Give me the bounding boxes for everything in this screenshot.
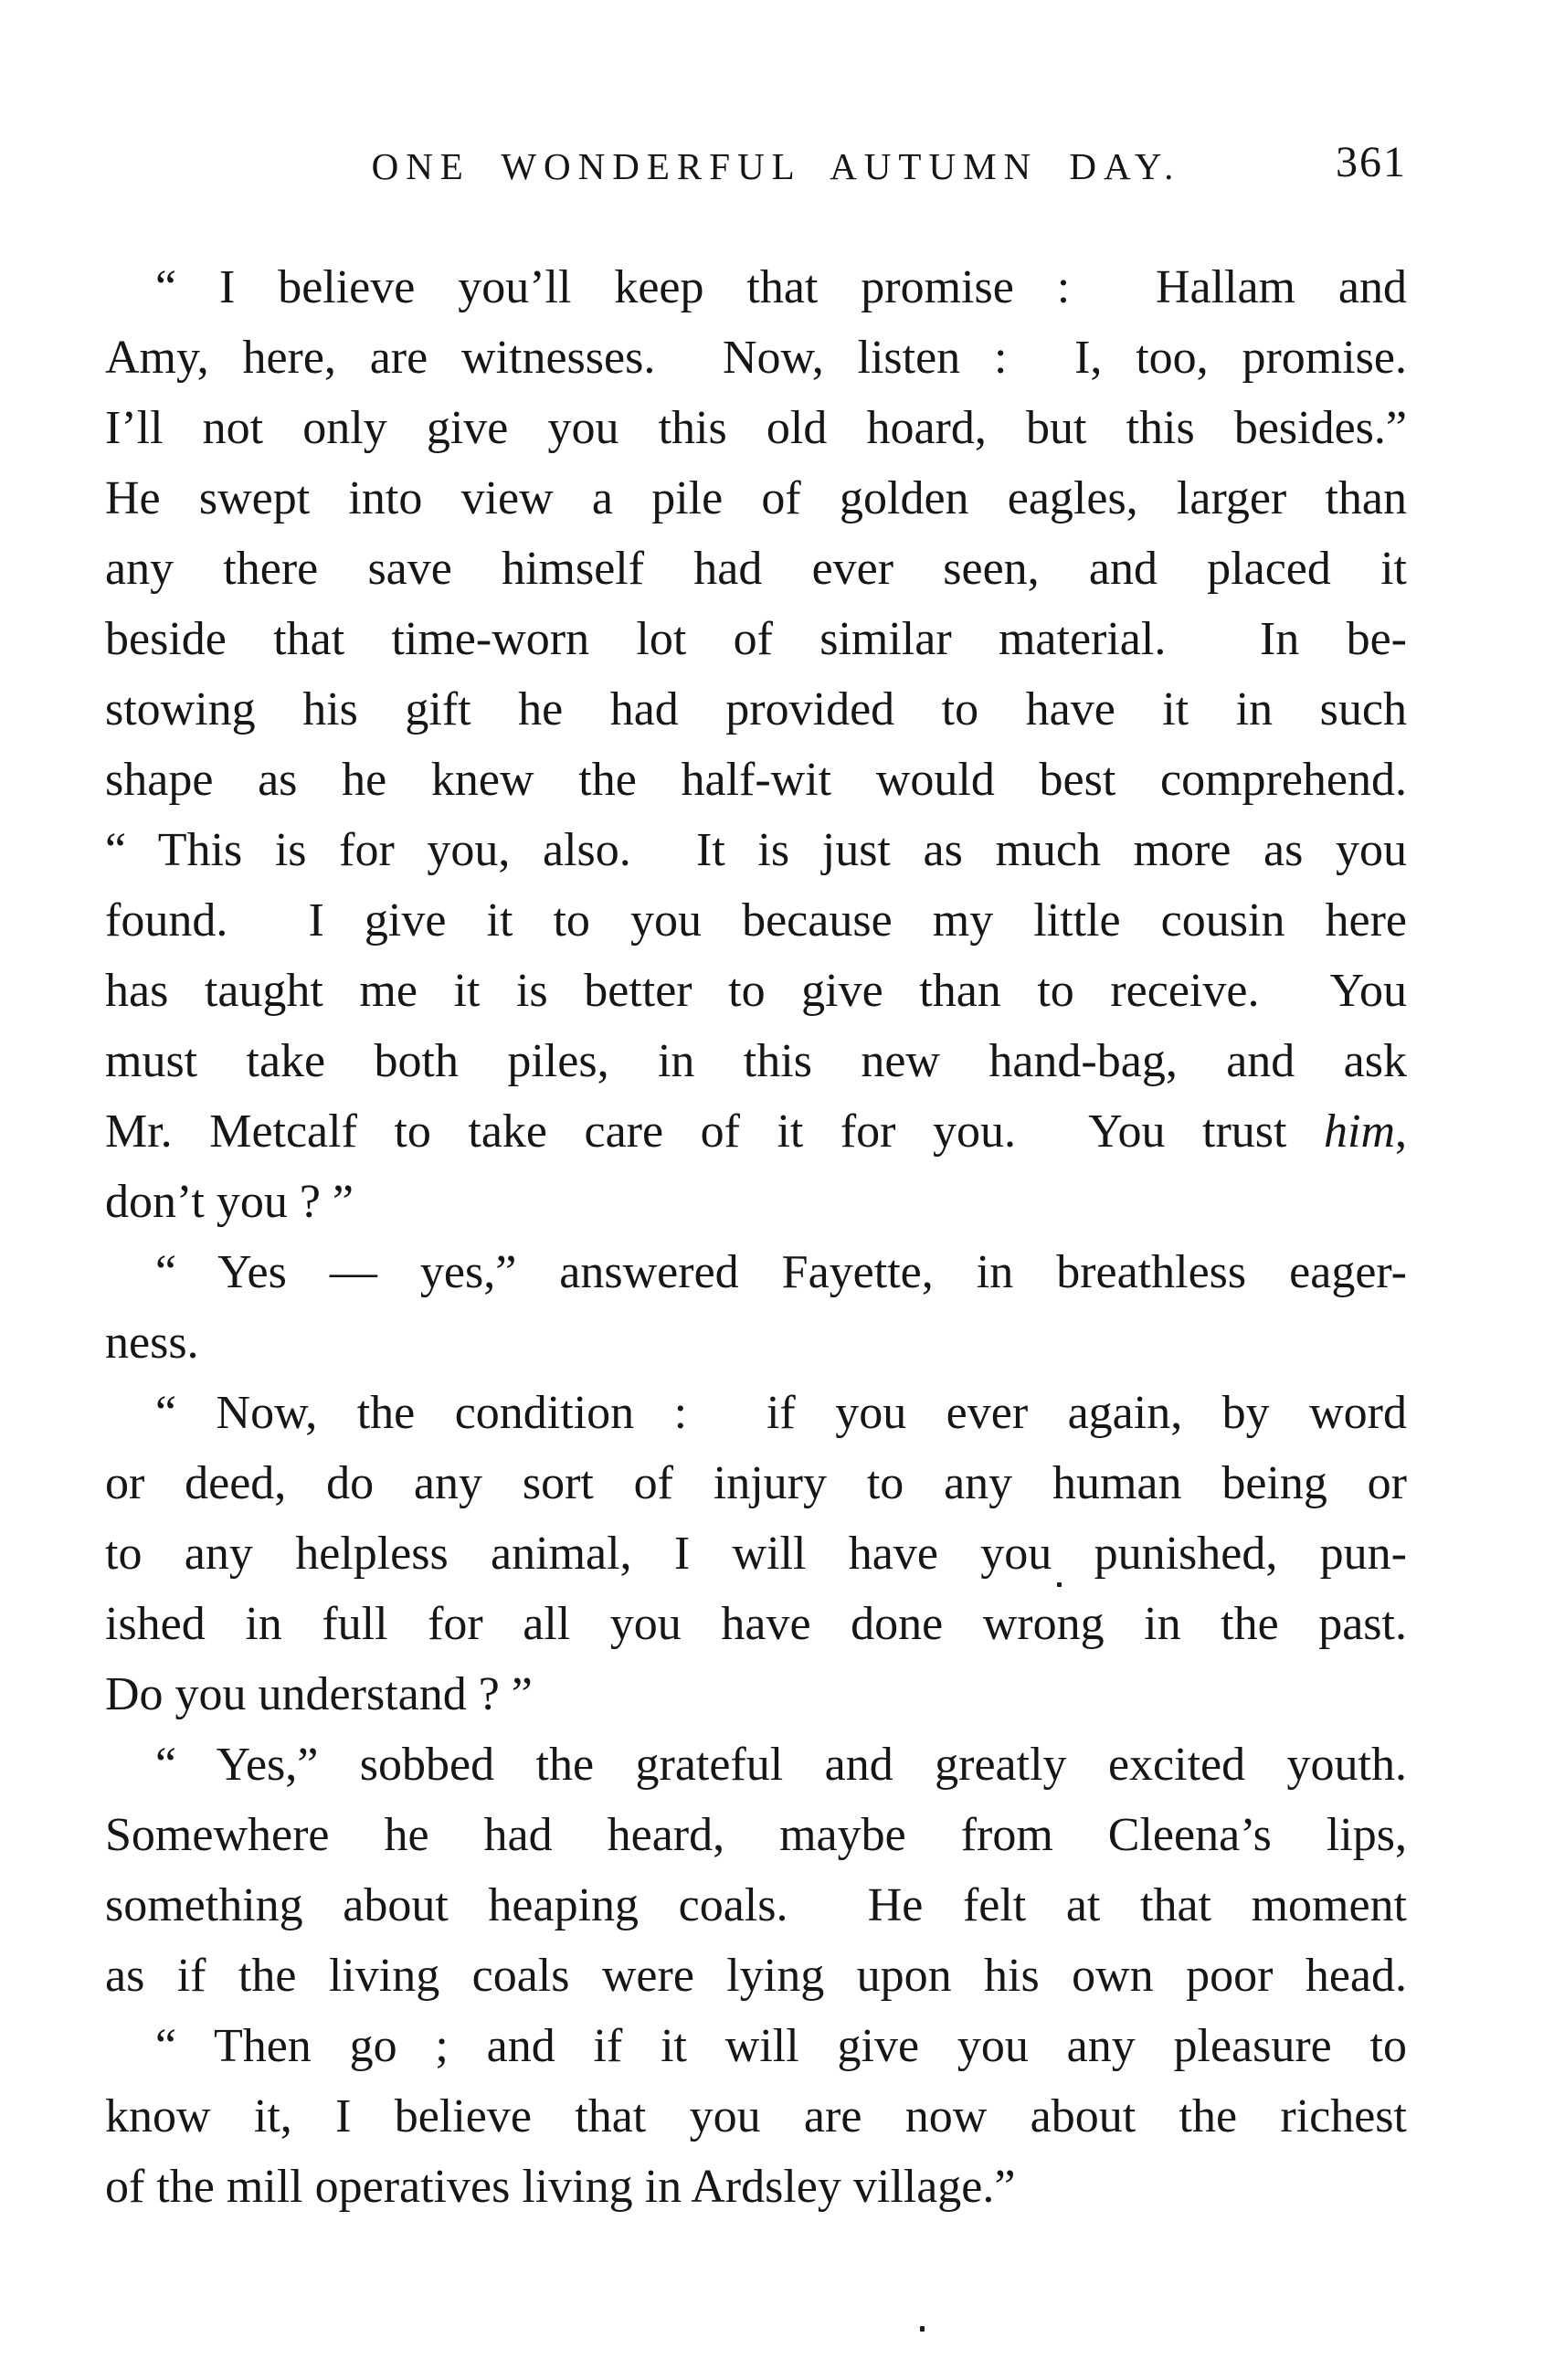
ink-speck xyxy=(920,2326,925,2332)
text-line: as if the living coals were lying upon his own poor head. xyxy=(105,1950,1407,2002)
text-line: ness. xyxy=(105,1317,199,1369)
text-line: something about heaping coals. He felt at that moment xyxy=(105,1879,1407,1931)
text-line: or deed, do any sort of injury to any human being or xyxy=(105,1457,1407,1509)
text-line: found. I give it to you because my little cousin here xyxy=(105,894,1407,947)
page-number: 361 xyxy=(1336,138,1407,186)
text-line: any there save himself had ever seen, and placed it xyxy=(105,543,1407,595)
text-line: must take both piles, in this new hand-bag, and ask xyxy=(105,1035,1407,1087)
text-line: shape as he knew the half-wit would best comprehend. xyxy=(105,754,1407,806)
text-line: to any helpless animal, I will have you punished, pun- xyxy=(105,1528,1407,1580)
text-line: know it, I believe that you are now about the richest xyxy=(105,2090,1407,2142)
text-line: “ Yes,” sobbed the grateful and greatly excited youth. xyxy=(155,1739,1407,1791)
text-segment: , xyxy=(1395,1105,1407,1158)
text-line: “ This is for you, also. It is just as much more as you xyxy=(105,824,1407,876)
running-header xyxy=(105,137,1407,194)
paragraph xyxy=(105,1729,1407,2011)
body-text xyxy=(105,252,1407,2222)
paragraph xyxy=(105,2011,1407,2222)
paragraph xyxy=(105,252,1407,1237)
text-line xyxy=(105,1096,1407,1167)
text-line: Amy, here, are witnesses. Now, listen : I, too, promise. xyxy=(105,332,1407,384)
text-line: I’ll not only give you this old hoard, but this besides.” xyxy=(105,402,1407,454)
text-line: beside that time-worn lot of similar material. In be- xyxy=(105,613,1407,665)
text-line: He swept into view a pile of golden eagles, larger than xyxy=(105,472,1407,524)
text-line: Do you understand ? ” xyxy=(105,1668,533,1720)
text-line: “ Now, the condition : if you ever again, by word xyxy=(155,1387,1407,1439)
text-segment: Mr. Metcalf to take care of it for you. You trust xyxy=(105,1105,1324,1158)
text-line: “ Yes — yes,” answered Fayette, in breathless eager- xyxy=(155,1246,1407,1298)
text-line: stowing his gift he had provided to have it in such xyxy=(105,683,1407,735)
italic-word: him xyxy=(1324,1105,1395,1158)
chapter-title: ONE WONDERFUL AUTUMN DAY. xyxy=(371,145,1181,187)
text-line: “ Then go ; and if it will give you any pleasure to xyxy=(155,2020,1407,2072)
paragraph xyxy=(105,1237,1407,1378)
text-line: of the mill operatives living in Ardsley village.” xyxy=(105,2161,1016,2213)
ink-speck xyxy=(1057,1582,1062,1587)
text-line: “ I believe you’ll keep that promise : Hallam and xyxy=(155,261,1407,313)
text-line: has taught me it is better to give than to receive. You xyxy=(105,965,1407,1017)
text-line: Somewhere he had heard, maybe from Cleena’s lips, xyxy=(105,1809,1407,1861)
paragraph xyxy=(105,1378,1407,1729)
text-line: don’t you ? ” xyxy=(105,1176,354,1228)
text-line: ished in full for all you have done wrong in the past. xyxy=(105,1598,1407,1650)
